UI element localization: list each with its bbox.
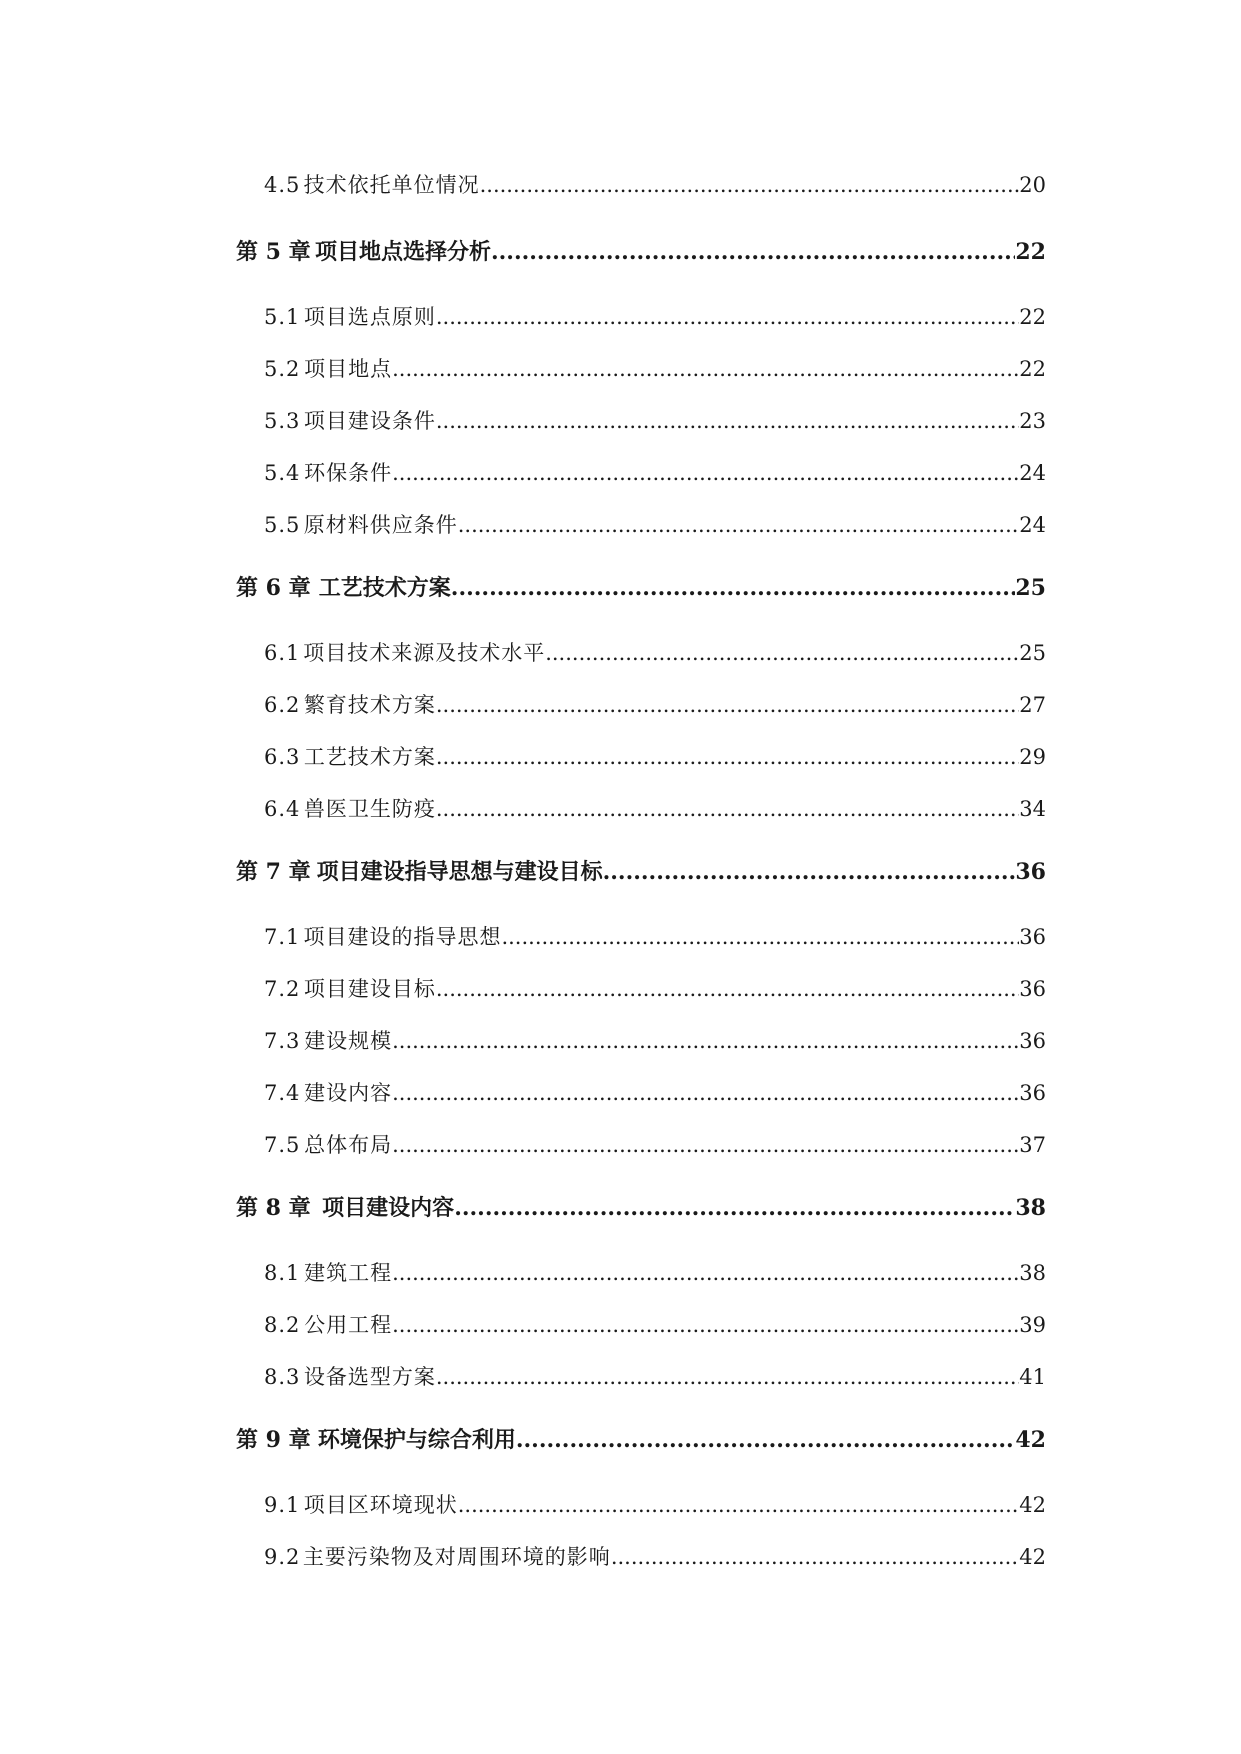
toc-entry-title: 技术依托单位情况: [303, 173, 480, 197]
toc-entry-number: 4.5: [264, 173, 301, 197]
toc-entry-page: 36: [1019, 977, 1046, 1001]
toc-entry-number: 8.1: [264, 1261, 301, 1285]
toc-entry-number: 7.4: [264, 1081, 301, 1105]
toc-entry-9-1[interactable]: [264, 1489, 1046, 1519]
toc-chapter-title: 环境保护与综合利用: [317, 1427, 516, 1453]
toc-entry-6-4[interactable]: [264, 793, 1046, 823]
dot-leader: [392, 461, 1019, 485]
toc-chapter-title: 项目建设指导思想与建设目标: [316, 859, 603, 885]
toc-entry-number: 6.2: [264, 693, 301, 717]
toc-entry-page: 24: [1019, 513, 1046, 537]
dot-leader: [451, 575, 1016, 601]
toc-entry-number: 6.1: [264, 641, 301, 665]
toc-chapter-title: 工艺技术方案: [318, 575, 451, 601]
toc-entry-number: 6.3: [264, 745, 301, 769]
dot-leader: [436, 1365, 1019, 1389]
toc-entry-number: 7.1: [264, 925, 301, 949]
toc-entry-title: 建设规模: [304, 1029, 393, 1053]
toc-entry-title: 繁育技术方案: [303, 693, 436, 717]
toc-entry-page: 24: [1019, 461, 1046, 485]
toc-entry-title: 总体布局: [304, 1133, 393, 1157]
toc-entry-number: 9.2: [264, 1545, 301, 1569]
toc-entry-title: 公用工程: [304, 1313, 393, 1337]
toc-entry-number: 9.1: [264, 1493, 301, 1517]
toc-entry-page: 25: [1019, 641, 1046, 665]
toc-entry-page: 22: [1019, 357, 1046, 381]
toc-entry-number: 7.3: [264, 1029, 301, 1053]
dot-leader: [436, 693, 1019, 717]
toc-entry-5-1[interactable]: [264, 301, 1046, 331]
toc-chapter-page: 42: [1015, 1427, 1046, 1453]
toc-entry-7-3[interactable]: [264, 1025, 1046, 1055]
toc-entry-page: 34: [1019, 797, 1046, 821]
dot-leader: [436, 745, 1019, 769]
dot-leader: [436, 305, 1019, 329]
toc-chapter-number: 第 6 章: [236, 575, 311, 601]
dot-leader: [436, 797, 1019, 821]
dot-leader: [436, 409, 1019, 433]
toc-entry-8-3[interactable]: [264, 1361, 1046, 1391]
toc-entry-8-1[interactable]: [264, 1257, 1046, 1287]
toc-entry-7-5[interactable]: [264, 1129, 1046, 1159]
dot-leader: [611, 1545, 1019, 1569]
toc-entry-5-4[interactable]: [264, 457, 1046, 487]
dot-leader: [480, 173, 1020, 197]
toc-chapter-page: 36: [1015, 859, 1046, 885]
toc-chapter-9[interactable]: [236, 1423, 1046, 1454]
toc-chapter-5[interactable]: [236, 235, 1046, 266]
dot-leader: [392, 1029, 1019, 1053]
toc-entry-number: 5.1: [264, 305, 301, 329]
dot-leader: [392, 1133, 1019, 1157]
toc-chapter-page: 38: [1015, 1195, 1046, 1221]
toc-entry-title: 项目技术来源及技术水平: [303, 641, 546, 665]
toc-entry-page: 37: [1019, 1133, 1046, 1157]
toc-chapter-7[interactable]: [236, 855, 1046, 886]
toc-entry-5-2[interactable]: [264, 353, 1046, 383]
toc-entry-5-5[interactable]: [264, 509, 1046, 539]
toc-entry-page: 36: [1019, 1029, 1046, 1053]
toc-chapter-number: 第 5 章: [236, 239, 311, 265]
dot-leader: [458, 1493, 1020, 1517]
toc-entry-page: 29: [1019, 745, 1046, 769]
toc-entry-title: 原材料供应条件: [303, 513, 458, 537]
toc-entry-number: 7.2: [264, 977, 301, 1001]
toc-entry-number: 5.4: [264, 461, 301, 485]
toc-entry-6-3[interactable]: [264, 741, 1046, 771]
toc-entry-number: 7.5: [264, 1133, 301, 1157]
dot-leader: [392, 1081, 1019, 1105]
toc-entry-title: 建设内容: [304, 1081, 393, 1105]
dot-leader: [603, 859, 1016, 885]
toc-entry-7-2[interactable]: [264, 973, 1046, 1003]
toc-entry-title: 项目区环境现状: [303, 1493, 458, 1517]
toc-entry-title: 兽医卫生防疫: [303, 797, 436, 821]
toc-chapter-page: 22: [1015, 239, 1046, 265]
dot-leader: [392, 1261, 1019, 1285]
dot-leader: [392, 357, 1019, 381]
toc-chapter-page: 25: [1015, 575, 1046, 601]
toc-entry-title: 项目选点原则: [303, 305, 436, 329]
toc-entry-title: 项目建设目标: [303, 977, 436, 1001]
toc-entry-number: 6.4: [264, 797, 301, 821]
toc-chapter-8[interactable]: [236, 1191, 1046, 1222]
toc-entry-page: 23: [1019, 409, 1046, 433]
toc-entry-title: 项目建设的指导思想: [303, 925, 502, 949]
toc-entry-6-1[interactable]: [264, 637, 1046, 667]
toc-entry-page: 38: [1019, 1261, 1046, 1285]
toc-entry-page: 27: [1019, 693, 1046, 717]
toc-entry-number: 8.2: [264, 1313, 301, 1337]
dot-leader: [516, 1427, 1016, 1453]
toc-entry-page: 20: [1019, 173, 1046, 197]
toc-entry-7-1[interactable]: [264, 921, 1046, 951]
toc-chapter-number: 第 8 章: [236, 1195, 311, 1221]
dot-leader: [545, 641, 1019, 665]
toc-entry-title: 项目建设条件: [303, 409, 436, 433]
toc-chapter-6[interactable]: [236, 571, 1046, 602]
toc-entry-9-2[interactable]: [264, 1541, 1046, 1571]
toc-entry-number: 5.3: [264, 409, 301, 433]
dot-leader: [458, 513, 1020, 537]
toc-entry-page: 39: [1019, 1313, 1046, 1337]
dot-leader: [454, 1195, 1015, 1221]
dot-leader: [392, 1313, 1019, 1337]
toc-entry-7-4[interactable]: [264, 1077, 1046, 1107]
toc-entry-page: 42: [1019, 1493, 1046, 1517]
dot-leader: [436, 977, 1019, 1001]
toc-entry-page: 36: [1019, 1081, 1046, 1105]
toc-chapter-number: 第 9 章: [236, 1427, 311, 1453]
toc-entry-title: 建筑工程: [304, 1261, 393, 1285]
toc-entry-title: 设备选型方案: [303, 1365, 436, 1389]
toc-entry-8-2[interactable]: [264, 1309, 1046, 1339]
toc-chapter-title: 项目建设内容: [322, 1195, 455, 1221]
toc-entry-number: 5.5: [264, 513, 301, 537]
toc-entry-title: 工艺技术方案: [303, 745, 436, 769]
dot-leader: [491, 239, 1015, 265]
toc-entry-5-3[interactable]: [264, 405, 1046, 435]
dot-leader: [501, 925, 1019, 949]
toc-entry-title: 项目地点: [304, 357, 393, 381]
toc-entry-page: 41: [1019, 1365, 1046, 1389]
toc-entry-title: 主要污染物及对周围环境的影响: [302, 1545, 611, 1569]
toc-entry-4-5[interactable]: [264, 169, 1046, 199]
toc-entry-6-2[interactable]: [264, 689, 1046, 719]
toc-entry-number: 8.3: [264, 1365, 301, 1389]
toc-chapter-title: 项目地点选择分析: [314, 239, 491, 265]
toc-chapter-number: 第 7 章: [236, 859, 311, 885]
toc-entry-number: 5.2: [264, 357, 301, 381]
toc-entry-page: 42: [1019, 1545, 1046, 1569]
toc-entry-title: 环保条件: [304, 461, 393, 485]
toc-entry-page: 36: [1019, 925, 1046, 949]
toc-entry-page: 22: [1019, 305, 1046, 329]
